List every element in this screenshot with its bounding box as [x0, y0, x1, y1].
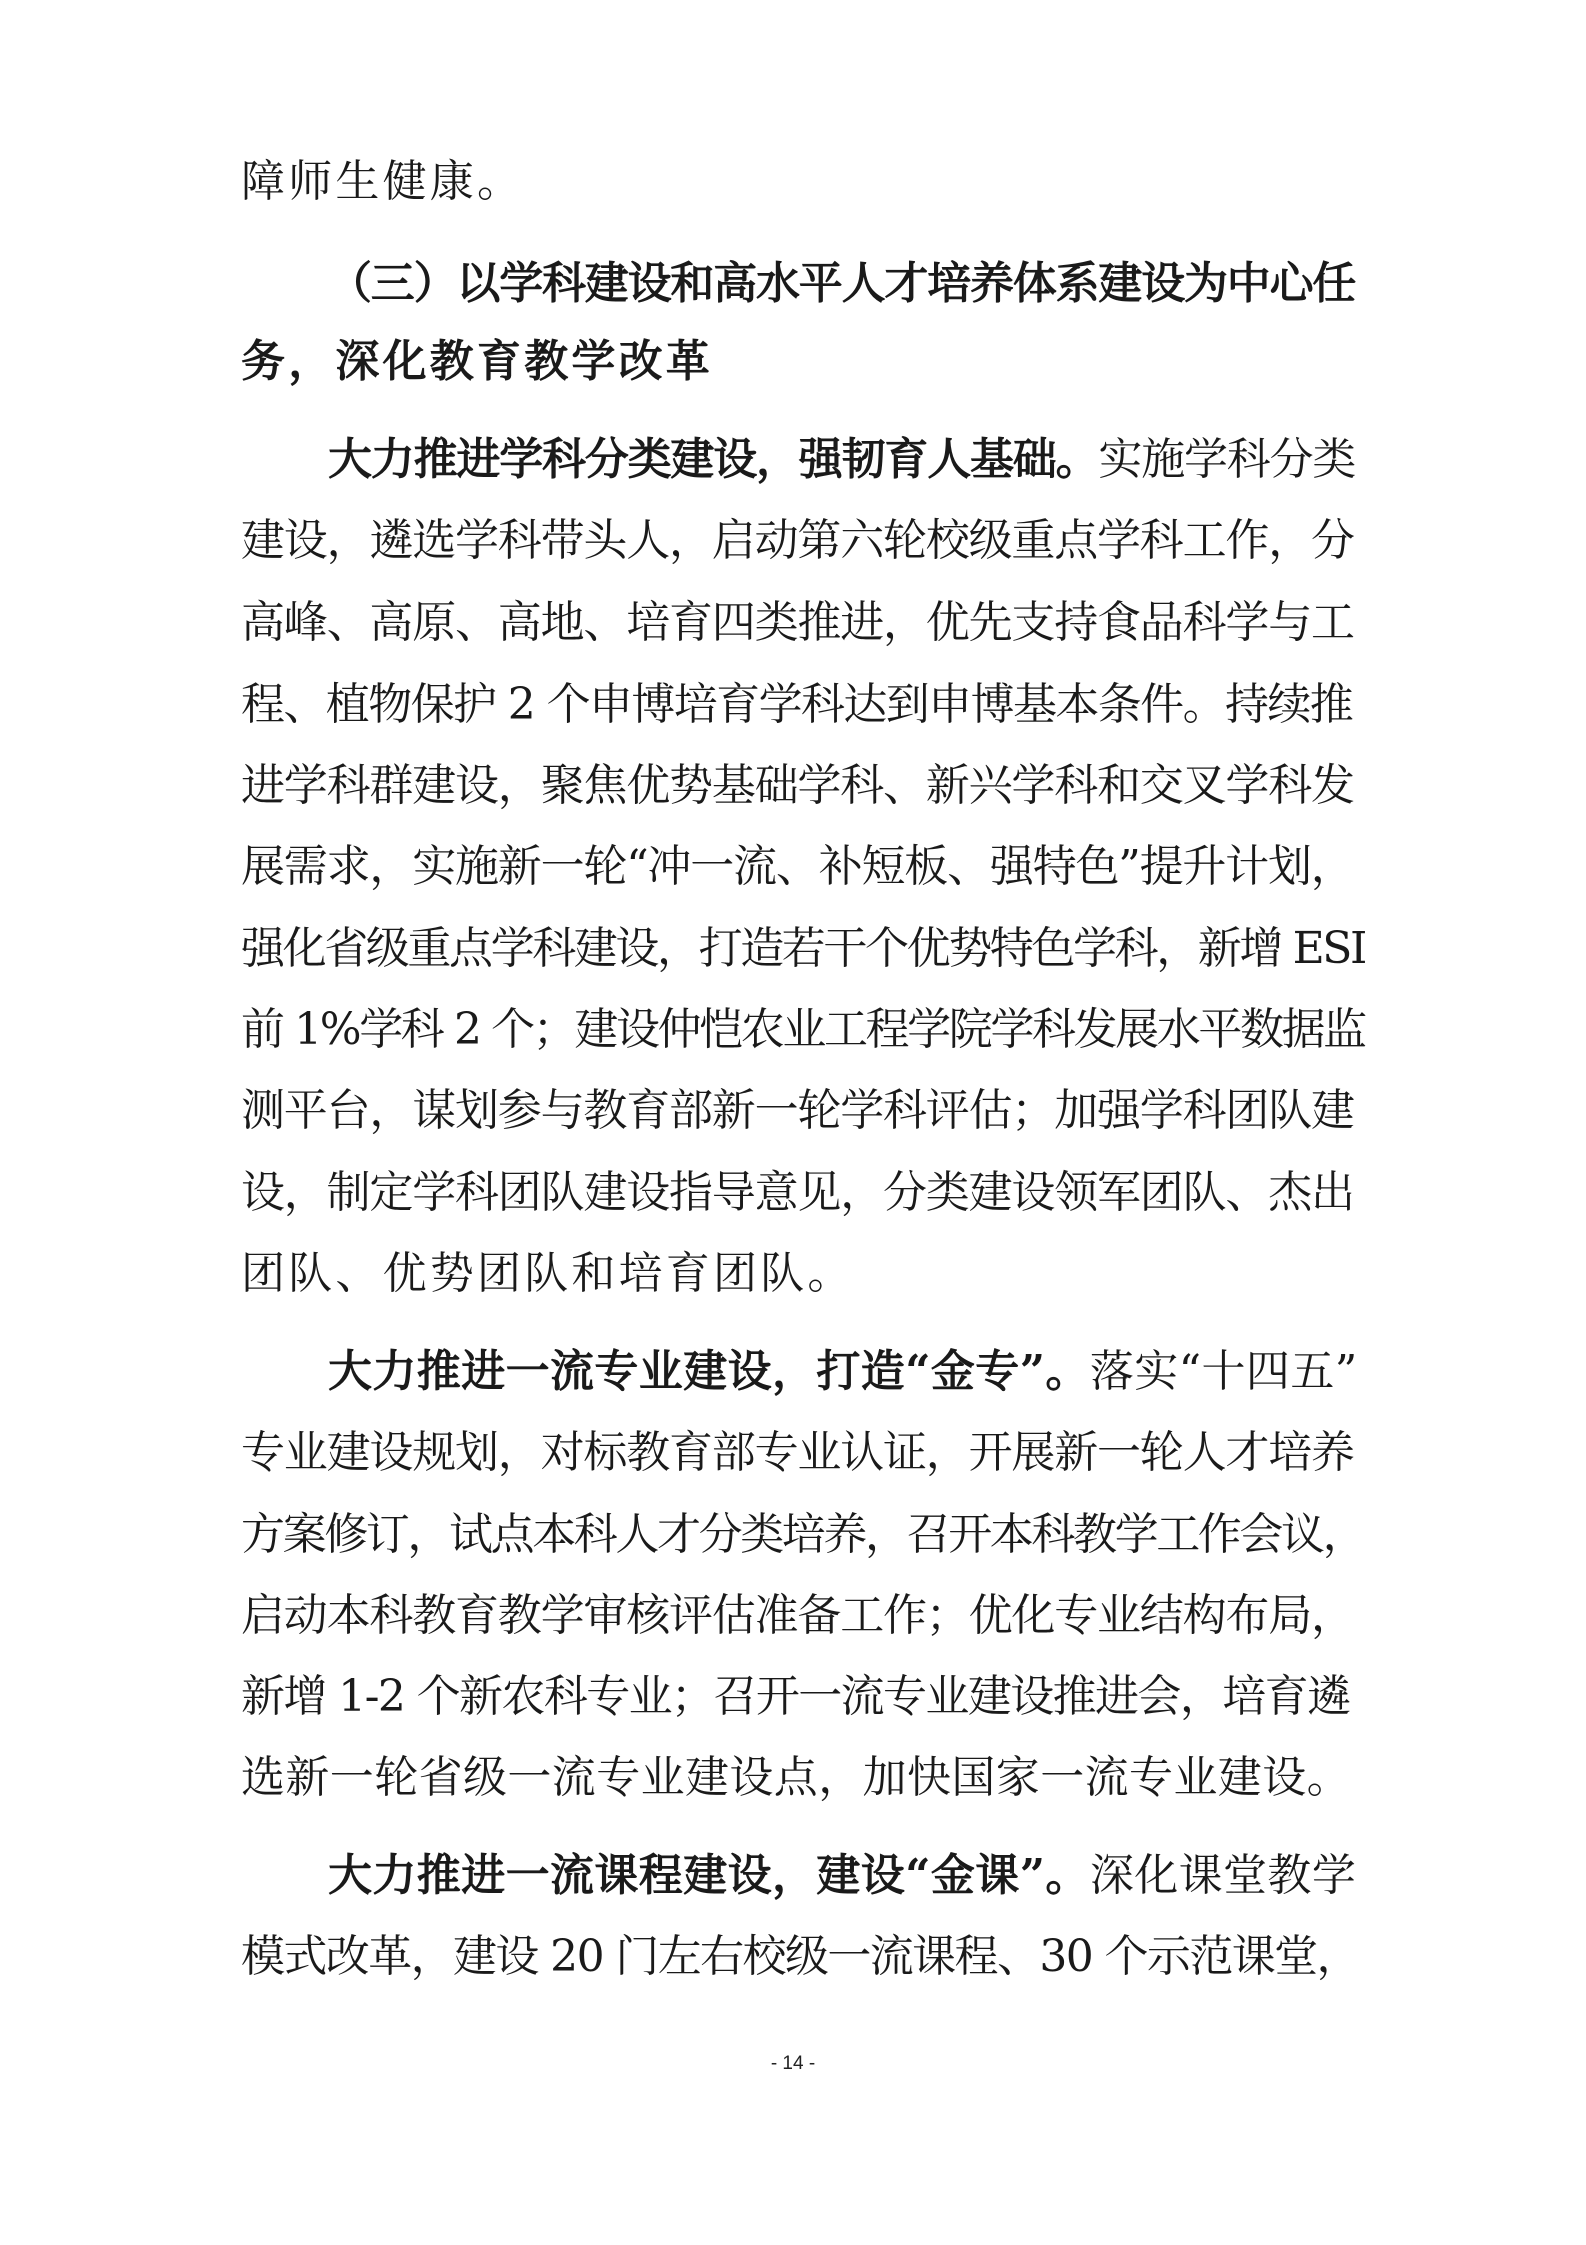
paragraph-line [241, 1927, 1359, 1987]
paragraph-line [241, 1000, 1365, 1060]
line-text: 深化课堂教学 [1089, 1850, 1357, 1901]
line-text: 团队、优势团队和培育团队。 [241, 1248, 855, 1299]
paragraph-line [241, 837, 1354, 897]
line-text: 选新一轮省级一流专业建设点，加快国家一流专业建设。 [241, 1752, 1351, 1803]
paragraph-line [241, 675, 1352, 735]
line-text: 落实“十四五” [1089, 1346, 1358, 1397]
line-text: 新增 1-2 个新农科专业；召开一流专业建设推进会，培育遴 [241, 1671, 1350, 1722]
line-text: 强化省级重点学科建设，打造若干个优势特色学科，新增 ESI [241, 923, 1366, 974]
paragraph-line [328, 430, 1355, 490]
section-heading-line [328, 254, 1355, 314]
paragraph-line [241, 1586, 1354, 1646]
line-text: 程、植物保护 2 个申博培育学科达到申博基本条件。持续推 [241, 679, 1353, 730]
line-text: 测平台，谋划参与教育部新一轮学科评估；加强学科团队建 [241, 1085, 1354, 1136]
line-text: 实施学科分类 [1098, 434, 1356, 485]
paragraph-line [241, 756, 1354, 816]
line-text: 建设，遴选学科带头人，启动第六轮校级重点学科工作，分 [241, 515, 1354, 566]
paragraph-line [241, 1667, 1349, 1727]
paragraph-line [241, 1748, 1351, 1808]
paragraph-line [241, 1423, 1354, 1483]
line-text: 启动本科教育教学审核评估准备工作；优化专业结构布局， [241, 1590, 1354, 1641]
paragraph-line [241, 511, 1354, 571]
line-text: 模式改革，建设 20 门左右校级一流课程、30 个示范课堂， [241, 1931, 1359, 1982]
page-number: - 14 - [770, 2053, 816, 2074]
line-text: 务，深化教育教学改革 [241, 336, 713, 387]
paragraph-lead-bold: 大力推进一流课程建设，建设“金课”。 [328, 1850, 1090, 1901]
paragraph-line [241, 1244, 855, 1304]
line-text: 障师生健康。 [241, 156, 525, 207]
paragraph-lead-bold: 大力推进一流专业建设，打造“金专”。 [328, 1346, 1090, 1397]
paragraph-line [241, 1163, 1354, 1223]
paragraph-line [241, 1081, 1354, 1141]
paragraph-lead-bold: 大力推进学科分类建设，强韧育人基础。 [328, 434, 1099, 485]
paragraph-line [328, 1846, 1356, 1906]
line-text: 前 1%学科 2 个；建设仲恺农业工程学院学科发展水平数据监 [241, 1004, 1365, 1055]
line-text: 专业建设规划，对标教育部专业认证，开展新一轮人才培养 [241, 1427, 1354, 1478]
paragraph-line [241, 919, 1365, 979]
section-heading-line [241, 332, 713, 392]
line-text: 进学科群建设，聚焦优势基础学科、新兴学科和交叉学科发 [241, 760, 1354, 811]
line-text: 设，制定学科团队建设指导意见，分类建设领军团队、杰出 [241, 1167, 1354, 1218]
paragraph-line [241, 152, 524, 212]
line-text: （三）以学科建设和高水平人才培养体系建设为中心任 [328, 258, 1356, 309]
line-text: 高峰、高原、高地、培育四类推进，优先支持食品科学与工 [241, 597, 1354, 648]
paragraph-line [241, 1505, 1364, 1565]
line-text: 展需求，实施新一轮“冲一流、补短板、强特色”提升计划， [241, 841, 1354, 892]
paragraph-line [328, 1342, 1358, 1402]
paragraph-line [241, 593, 1354, 653]
line-text: 方案修订，试点本科人才分类培养，召开本科教学工作会议， [241, 1509, 1365, 1560]
